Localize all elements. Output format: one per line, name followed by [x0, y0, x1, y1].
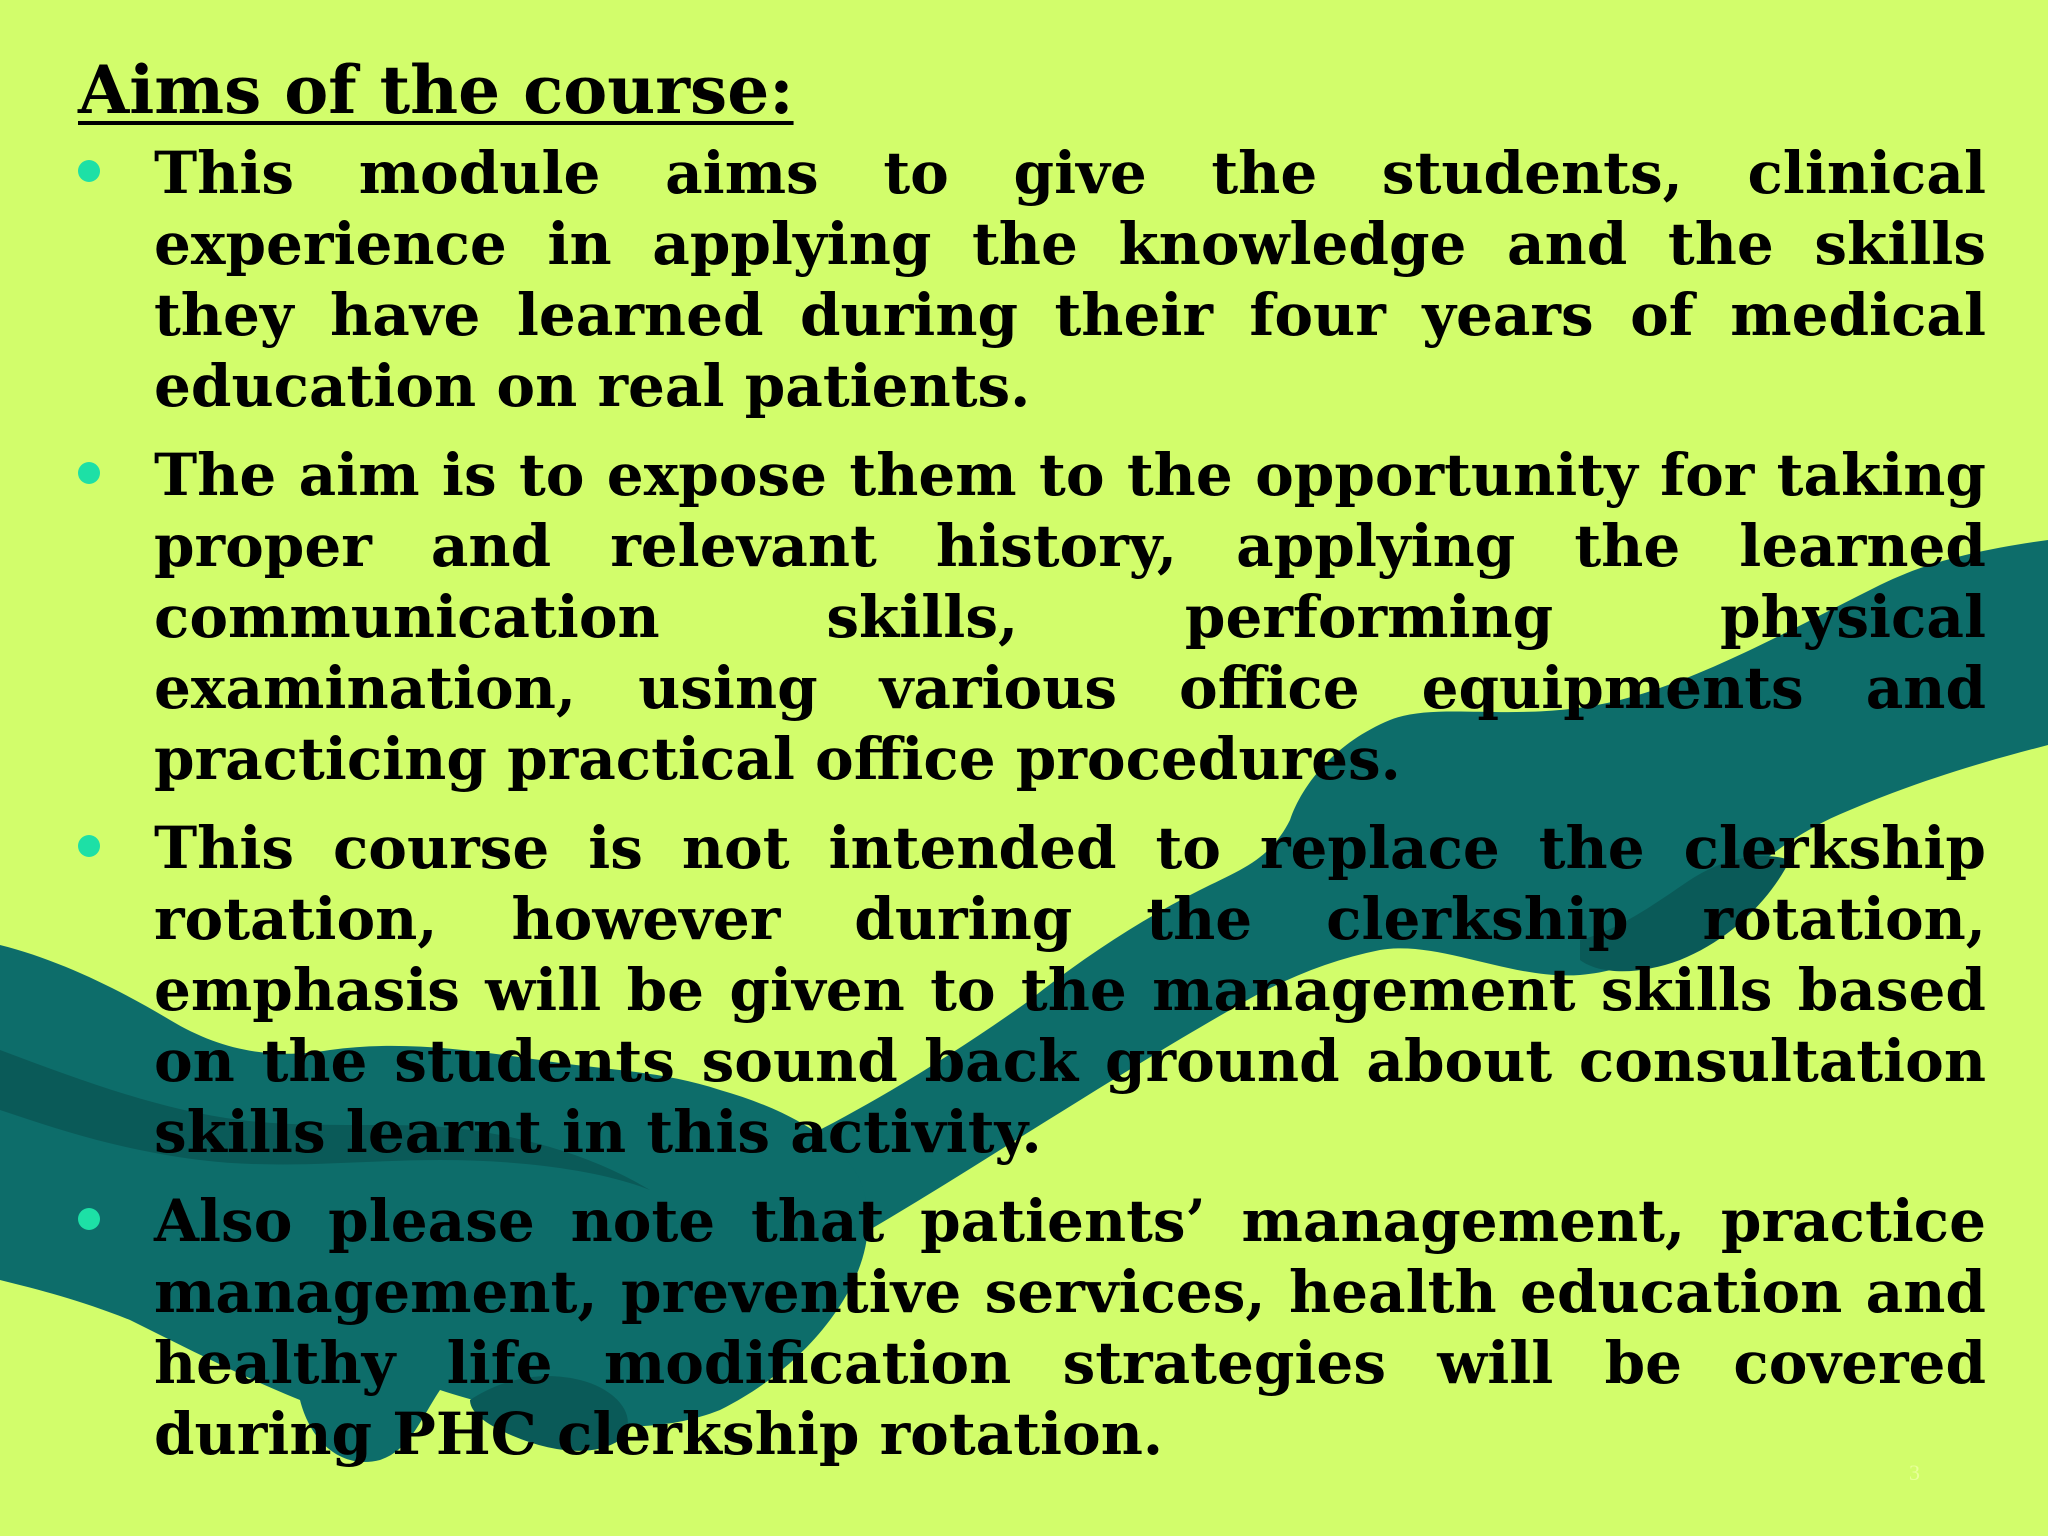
bullet-item — [78, 1186, 1986, 1470]
bullet-item — [78, 813, 1986, 1168]
bullet-item — [78, 138, 1986, 422]
bullet-text: Also please note that patients’ management, practice management, preventive services, health education and healthy life modification strategies will be covered during PHC clerkship rotation. — [154, 1187, 1986, 1468]
bullet-dot-icon — [78, 1208, 100, 1230]
page-number: 3 — [1909, 1460, 1920, 1485]
slide-content — [78, 42, 1986, 1488]
bullet-item — [78, 440, 1986, 795]
bullet-dot-icon — [78, 160, 100, 182]
slide-title: Aims of the course: — [78, 51, 794, 129]
bullet-text: This module aims to give the students, clinical experience in applying the knowledge and the skills they have learned during their four years of medical education on real patients. — [154, 139, 1986, 420]
bullet-text: The aim is to expose them to the opportunity for taking proper and relevant history, applying the learned communication skills, performing physical examination, using various office equipments and practicing practical office procedures. — [154, 441, 1986, 793]
bullet-dot-icon — [78, 462, 100, 484]
bullet-dot-icon — [78, 835, 100, 857]
bullet-list — [78, 138, 1986, 1470]
bullet-text: This course is not intended to replace the clerkship rotation, however during the clerkship rotation, emphasis will be given to the management skills based on the students sound back ground about consultation skills learnt in this activity. — [154, 814, 1986, 1166]
